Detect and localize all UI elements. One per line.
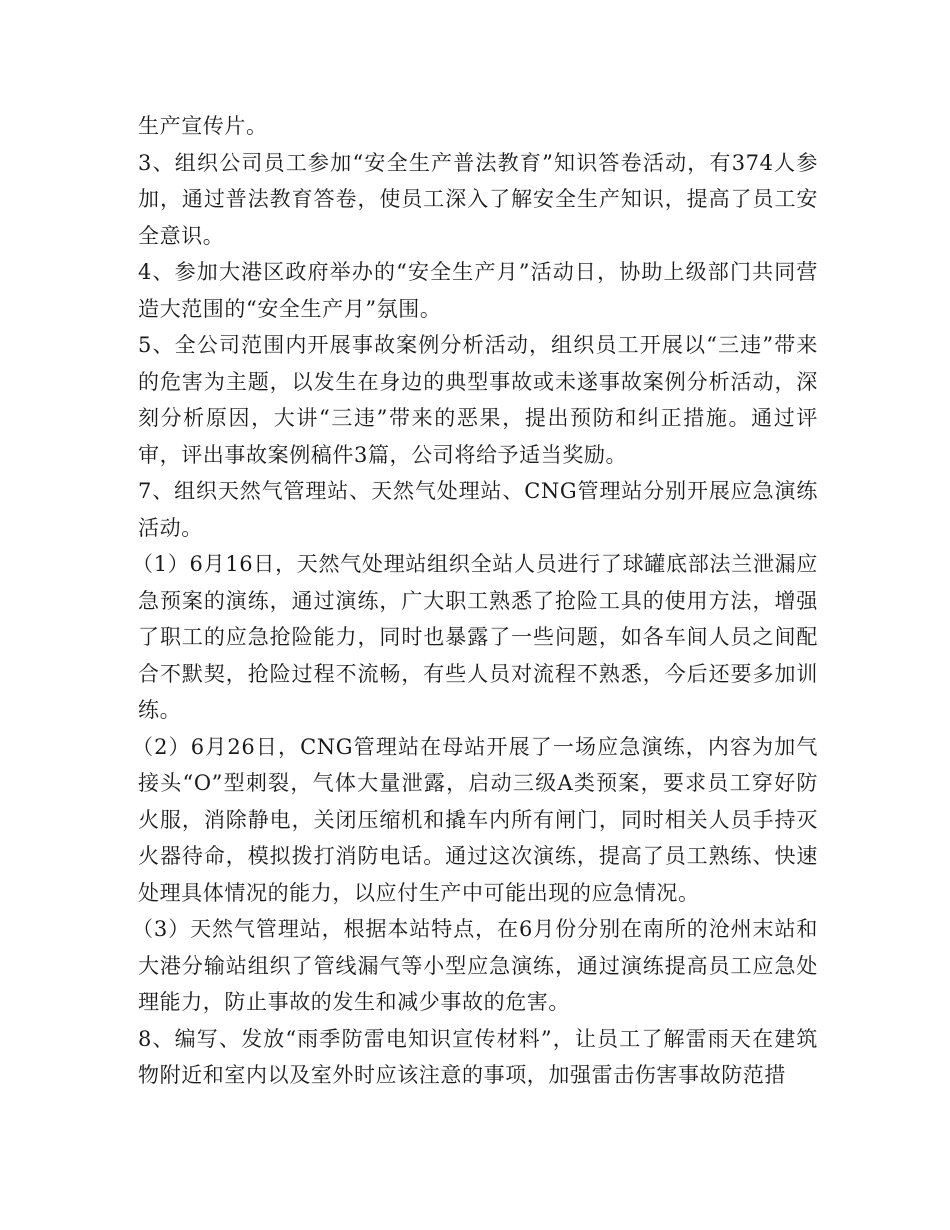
document-body <box>132 108 818 1094</box>
paragraph-item-3: 3、组织公司员工参加“安全生产普法教育”知识答卷活动，有374人参加，通过普法教育答卷，使员工深入了解安全生产知识，提高了员工安全意识。 <box>138 150 818 248</box>
paragraph-item-7: 7、组织天然气管理站、天然气处理站、CNG管理站分别开展应急演练活动。 <box>138 479 818 540</box>
paragraph-intro-tail: 生产宣传片。 <box>138 114 268 138</box>
paragraph-item-7-sub-1: （1）6月16日，天然气处理站组织全站人员进行了球罐底部法兰泄漏应急预案的演练，通过演练，广大职工熟悉了抢险工具的使用方法，增强了职工的应急抢险能力，同时也暴露了一些问题，如各车间人员之间配合不默契，抢险过程不流畅，有些人员对流程不熟悉，今后还要多加训练。 <box>132 552 818 722</box>
paragraph-item-4: 4、参加大港区政府举办的“安全生产月”活动日，协助上级部门共同营造大范围的“安全生产月”氛围。 <box>138 260 818 321</box>
paragraph-item-7-sub-2: （2）6月26日，CNG管理站在母站开展了一场应急演练，内容为加气接头“O”型刺裂，气体大量泄露，启动三级A类预案，要求员工穿好防火服，消除静电，关闭压缩机和撬车内所有闸门，同时相关人员手持灭火器待命，模拟拨打消防电话。通过这次演练，提高了员工熟练、快速处理具体情况的能力，以应付生产中可能出现的应急情况。 <box>132 734 818 905</box>
paragraph-item-7-sub-3: （3）天然气管理站，根据本站特点，在6月份分别在南所的沧州末站和大港分输站组织了管线漏气等小型应急演练，通过演练提高员工应急处理能力，防止事故的发生和减少事故的危害。 <box>132 917 818 1014</box>
paragraph-item-8: 8、编写、发放“雨季防雷电知识宣传材料”，让员工了解雷雨天在建筑物附近和室内以及室外时应该注意的事项，加强雷击伤害事故防范措 <box>138 1026 818 1087</box>
paragraph-item-5: 5、全公司范围内开展事故案例分析活动，组织员工开展以“三违”带来的危害为主题，以发生在身边的典型事故或未遂事故案例分析活动，深刻分析原因，大讲“三违”带来的恶果，提出预防和纠正措施。通过评审，评出事故案例稿件3篇，公司将给予适当奖励。 <box>138 333 818 467</box>
